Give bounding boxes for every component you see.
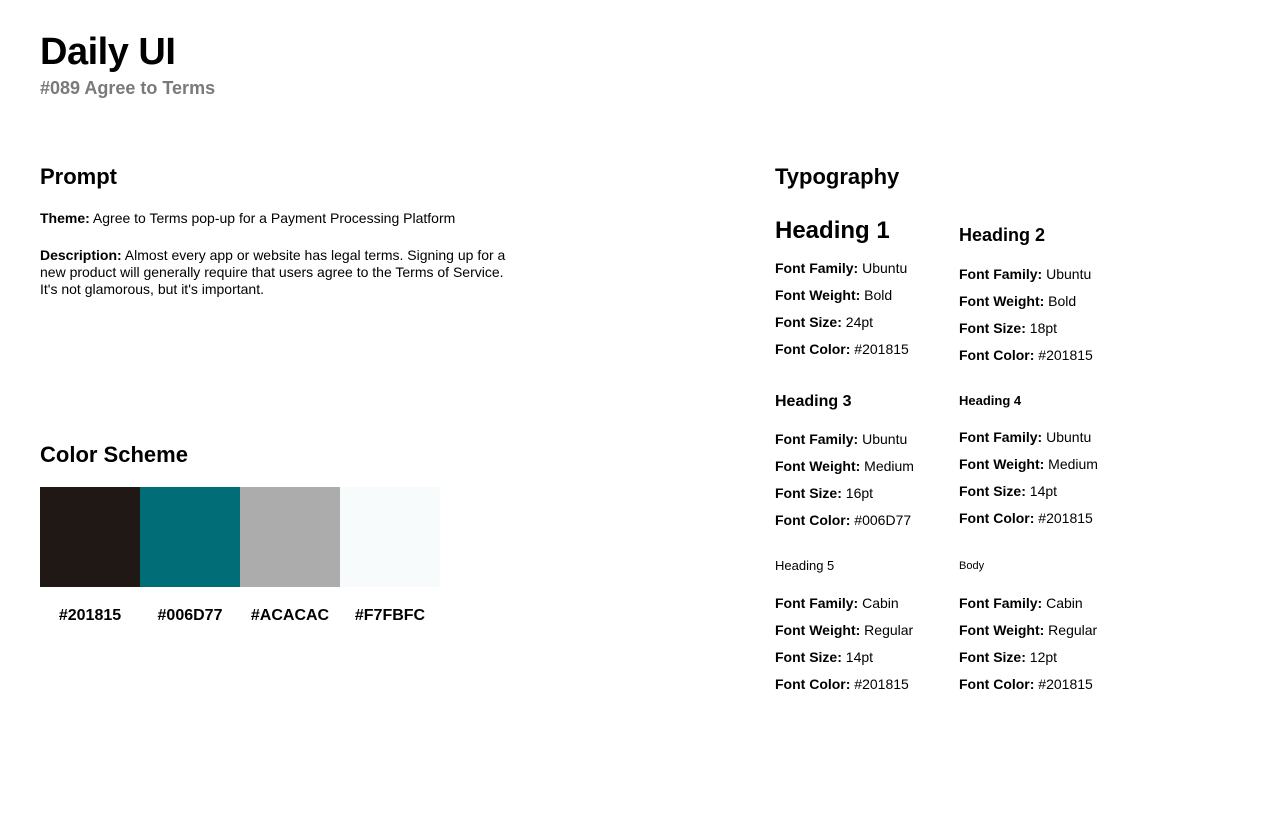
prop-value: #006D77 [850, 512, 912, 528]
font-family-row [959, 266, 1139, 293]
prop-label: Font Color: [959, 510, 1035, 526]
font-weight-row [959, 293, 1139, 320]
prop-label: Font Weight: [959, 293, 1045, 309]
prop-value: #201815 [1034, 510, 1093, 526]
prop-value: 14pt [1025, 483, 1058, 499]
font-color-row [959, 676, 1139, 703]
prop-value: #201815 [850, 341, 909, 357]
color-scheme-title: Color Scheme [40, 442, 188, 467]
typography-heading-3 [775, 392, 955, 539]
prop-value: Regular [860, 622, 914, 638]
font-family-row [775, 431, 955, 458]
font-weight-row [775, 622, 955, 649]
prop-label: Font Weight: [959, 622, 1045, 638]
font-color-row [775, 676, 955, 703]
prop-label: Font Size: [959, 649, 1026, 665]
description-text: Almost every app or website has legal terms. Signing up for a new product will generally require that users agree to the Terms of Service. It's not glamorous, but it's important. [40, 247, 506, 297]
page-title: Daily UI [40, 31, 176, 73]
font-size-row [775, 649, 955, 676]
prop-value: 24pt [841, 314, 874, 330]
prop-label: Font Color: [959, 676, 1035, 692]
prop-label: Font Weight: [775, 622, 861, 638]
description-label: Description: [40, 247, 122, 263]
prop-value: Bold [860, 287, 893, 303]
prop-value: Medium [860, 458, 914, 474]
swatch-box [40, 487, 140, 587]
swatch-box [140, 487, 240, 587]
prompt-theme [40, 210, 510, 227]
font-size-row [959, 483, 1139, 510]
prop-value: 18pt [1025, 320, 1058, 336]
prop-label: Font Size: [959, 483, 1026, 499]
typo-style-name: Heading 5 [775, 558, 835, 573]
font-family-row [959, 595, 1139, 622]
swatch-box [240, 487, 340, 587]
font-family-row [959, 429, 1139, 456]
prop-value: #201815 [1034, 347, 1093, 363]
typo-style-name: Heading 1 [775, 217, 890, 244]
font-size-row [775, 314, 955, 341]
prop-label: Font Size: [775, 485, 842, 501]
font-family-row [775, 260, 955, 287]
typography-heading-4 [959, 392, 1139, 537]
font-weight-row [775, 287, 955, 314]
prompt-description [40, 247, 510, 298]
prop-label: Font Family: [775, 260, 859, 276]
prop-label: Font Size: [775, 649, 842, 665]
prop-value: Ubuntu [858, 260, 908, 276]
color-swatch [340, 487, 440, 626]
typography-heading-2 [959, 223, 1139, 374]
font-family-row [775, 595, 955, 622]
color-swatches [40, 487, 440, 626]
prop-label: Font Family: [959, 266, 1043, 282]
prop-value: 14pt [841, 649, 874, 665]
typography-heading-5 [775, 557, 955, 703]
font-color-row [959, 510, 1139, 537]
swatch-box [340, 487, 440, 587]
font-size-row [959, 649, 1139, 676]
theme-text: Agree to Terms pop-up for a Payment Processing Platform [89, 210, 456, 226]
swatch-label: #201815 [58, 607, 122, 624]
typo-style-name: Body [959, 560, 985, 572]
theme-label: Theme: [40, 210, 90, 226]
prop-label: Font Size: [959, 320, 1026, 336]
font-color-row [959, 347, 1139, 374]
prop-value: #201815 [1034, 676, 1093, 692]
font-weight-row [959, 622, 1139, 649]
prop-value: Cabin [1042, 595, 1083, 611]
prop-value: 16pt [841, 485, 874, 501]
font-weight-row [775, 458, 955, 485]
prop-label: Font Family: [959, 595, 1043, 611]
color-swatch [140, 487, 240, 626]
typography-heading-1 [775, 216, 955, 368]
page-subtitle: #089 Agree to Terms [40, 78, 216, 98]
swatch-label: #F7FBFC [354, 607, 426, 624]
swatch-label: #ACACAC [250, 607, 330, 624]
prop-value: Bold [1044, 293, 1077, 309]
prop-label: Font Size: [775, 314, 842, 330]
swatch-label: #006D77 [157, 607, 223, 624]
typography-title: Typography [775, 164, 900, 189]
color-swatch [240, 487, 340, 626]
prop-label: Font Family: [959, 429, 1043, 445]
prop-value: 12pt [1025, 649, 1058, 665]
prop-value: Regular [1044, 622, 1098, 638]
prop-value: Ubuntu [1042, 266, 1092, 282]
typo-style-name: Heading 2 [959, 225, 1046, 245]
prop-label: Font Family: [775, 431, 859, 447]
font-color-row [775, 341, 955, 368]
prop-value: Ubuntu [858, 431, 908, 447]
prop-label: Font Color: [775, 676, 851, 692]
prop-label: Font Color: [959, 347, 1035, 363]
font-weight-row [959, 456, 1139, 483]
prop-label: Font Color: [775, 512, 851, 528]
prop-label: Font Color: [775, 341, 851, 357]
font-size-row [775, 485, 955, 512]
prop-label: Font Weight: [959, 456, 1045, 472]
prop-value: Cabin [858, 595, 899, 611]
font-size-row [959, 320, 1139, 347]
typography-body [959, 558, 1139, 703]
font-color-row [775, 512, 955, 539]
prop-value: #201815 [850, 676, 909, 692]
color-swatch [40, 487, 140, 626]
typo-style-name: Heading 3 [775, 393, 852, 410]
prop-label: Font Weight: [775, 287, 861, 303]
prop-value: Medium [1044, 456, 1098, 472]
typo-style-name: Heading 4 [959, 393, 1022, 408]
prompt-title: Prompt [40, 164, 117, 189]
prop-label: Font Weight: [775, 458, 861, 474]
prop-label: Font Family: [775, 595, 859, 611]
prop-value: Ubuntu [1042, 429, 1092, 445]
